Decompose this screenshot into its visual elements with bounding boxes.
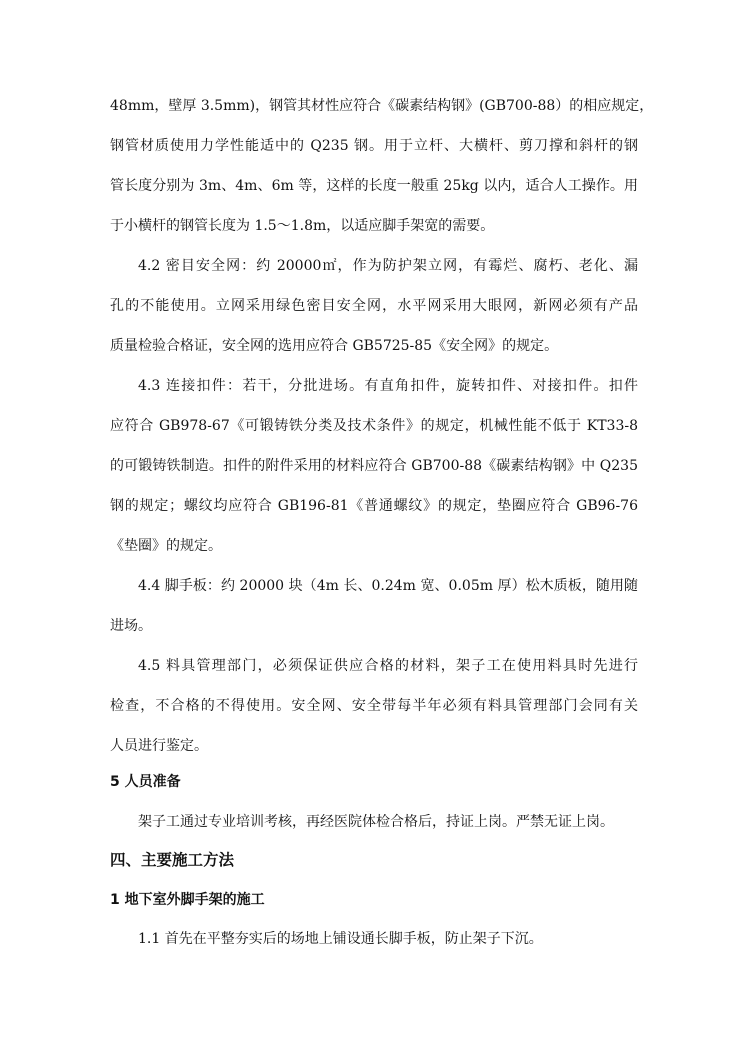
paragraph-4-4-line-2: 进场。 — [110, 618, 152, 634]
paragraph-4-2-line-1: 4.2 密目安全网：约 20000㎡，作为防护架立网，有霉烂、腐朽、老化、漏 — [138, 258, 638, 274]
paragraph-4-5-line-3: 人员进行鉴定。 — [110, 738, 208, 754]
paragraph-4-2-line-2: 孔的不能使用。立网采用绿色密目安全网，水平网采用大眼网，新网必须有产品 — [110, 298, 638, 314]
paragraph-4-3-line-1: 4.3 连接扣件：若干，分批进场。有直角扣件，旋转扣件、对接扣件。扣件 — [138, 378, 638, 394]
paragraph-steel-pipe-line-4: 于小横杆的钢管长度为 1.5～1.8m，以适应脚手架宽的需要。 — [110, 218, 495, 234]
paragraph-4-4-line-1: 4.4 脚手板：约 20000 块（4m 长、0.24m 宽、0.05m 厚）松木质板，随用随 — [138, 578, 638, 594]
paragraph-steel-pipe-line-1: 48mm，壁厚 3.5mm)，钢管其材性应符合《碳素结构钢》(GB700-88）的相应规定， — [110, 98, 654, 114]
section-heading-basement-scaffold: 1 地下室外脚手架的施工 — [110, 892, 265, 908]
paragraph-4-2-line-3: 质量检验合格证，安全网的选用应符合 GB5725-85《安全网》的规定。 — [110, 338, 559, 354]
paragraph-4-3-line-5: 《垫圈》的规定。 — [110, 538, 222, 554]
paragraph-personnel: 架子工通过专业培训考核，再经医院体检合格后，持证上岗。严禁无证上岗。 — [138, 814, 614, 830]
paragraph-4-5-line-2: 检查，不合格的不得使用。安全网、安全带每半年必须有料具管理部门会同有关 — [110, 698, 638, 714]
paragraph-4-3-line-3: 的可锻铸铁制造。扣件的附件采用的材料应符合 GB700-88《碳素结构钢》中 Q235 — [110, 458, 638, 474]
paragraph-1-1: 1.1 首先在平整夯实后的场地上铺设通长脚手板，防止架子下沉。 — [138, 931, 543, 947]
paragraph-4-3-line-4: 钢的规定；螺纹均应符合 GB196-81《普通螺纹》的规定，垫圈应符合 GB96-76 — [110, 498, 638, 514]
paragraph-4-3-line-2: 应符合 GB978-67《可锻铸铁分类及技术条件》的规定，机械性能不低于 KT33-8 — [110, 418, 638, 434]
paragraph-4-5-line-1: 4.5 料具管理部门，必须保证供应合格的材料，架子工在使用料具时先进行 — [138, 658, 638, 674]
chapter-heading-construction-methods: 四、主要施工方法 — [110, 851, 235, 869]
paragraph-steel-pipe-line-2: 钢管材质使用力学性能适中的 Q235 钢。用于立杆、大横杆、剪刀撑和斜杆的钢 — [110, 138, 638, 154]
section-heading-personnel: 5 人员准备 — [110, 774, 181, 790]
paragraph-steel-pipe-line-3: 管长度分别为 3m、4m、6m 等，这样的长度一般重 25kg 以内，适合人工操作。用 — [110, 178, 638, 194]
